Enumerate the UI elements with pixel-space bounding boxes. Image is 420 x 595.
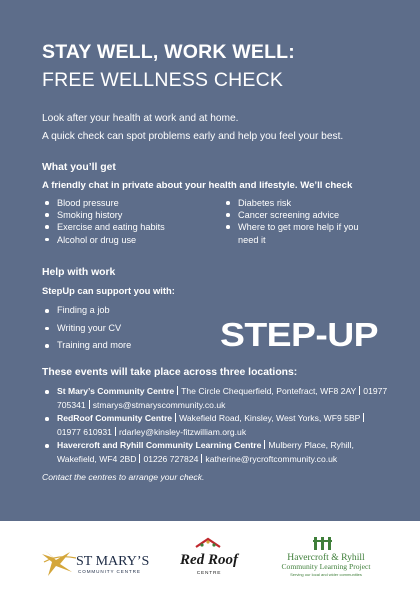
get-subheading: A friendly chat in private about your health and lifestyle. We’ll check: [42, 180, 353, 191]
list-item: Finding a job: [43, 302, 203, 320]
redroof-logo: [176, 537, 242, 579]
havercroft-logo-subtext-1: Community Learning Project: [281, 562, 371, 571]
stmarys-logo-subtext: COMMUNITY CENTRE: [78, 569, 141, 574]
location-name: RedRoof Community Centre: [57, 413, 173, 424]
list-item: Training and more: [43, 337, 203, 355]
list-item: Alcohol or drug use: [43, 234, 213, 246]
location-name: Havercroft and Ryhill Community Learning Centre: [57, 440, 262, 451]
events-heading: These events will take place across three locations:: [42, 367, 298, 378]
locations-list: [43, 385, 388, 467]
location-address: Mulberry Place, Ryhill, Wakefield, WF4 2BD: [57, 440, 354, 464]
intro-line-2: A quick check can spot problems early and help you feel your best.: [42, 131, 344, 142]
intro-line-1: Look after your health at work and at home.: [42, 113, 239, 124]
havercroft-logo: [268, 536, 384, 580]
location-name: St Mary’s Community Centre: [57, 386, 175, 396]
stmarys-logo-text: ST MARY’S: [76, 554, 150, 569]
redroof-logo-subtext: CENTRE: [196, 571, 222, 576]
help-subheading: StepUp can support you with:: [42, 285, 175, 296]
location-phone: 01977 610931: [57, 426, 112, 437]
havercroft-logo-subtext-2: Serving our local and wider communities: [290, 572, 362, 577]
list-item: Diabetes risk: [224, 197, 374, 209]
help-heading: Help with work: [42, 267, 116, 278]
help-list: [43, 302, 203, 355]
location-address: The Circle Chequerfield, Pontefract, WF8 2AY: [181, 386, 357, 396]
stepup-logo: [220, 317, 378, 351]
redroof-logo-text: Red Roof: [180, 552, 238, 568]
location-email: rdarley@kinsley-fitzwilliam.org.uk: [118, 426, 247, 437]
location-address: Wakefield Road, Kinsley, West Yorks, WF9 5BP: [179, 413, 361, 424]
location-phone: 01977 705341: [57, 386, 388, 410]
list-item: Writing your CV: [43, 320, 203, 338]
stepup-logo-text: STEP-UP: [220, 317, 378, 351]
location-item: [43, 439, 388, 466]
stmarys-logo: [42, 540, 154, 580]
location-phone: 01226 727824: [143, 453, 199, 464]
list-item: Blood pressure: [43, 197, 213, 209]
list-item: Cancer screening advice: [224, 209, 374, 221]
intro-text: [42, 110, 392, 146]
checks-list-right: [224, 197, 374, 246]
list-item: Smoking history: [43, 209, 213, 221]
get-heading: What you’ll get: [42, 162, 116, 173]
havercroft-logo-text: Havercroft & Ryhill: [287, 552, 365, 563]
title-line-1: STAY WELL, WORK WELL:: [42, 41, 295, 63]
location-item: [43, 412, 388, 439]
list-item: Where to get more help if you need it: [224, 221, 374, 245]
location-email: stmarys@stmaryscommunity.co.uk: [92, 399, 226, 410]
list-item: Exercise and eating habits: [43, 221, 213, 233]
checks-list-left: [43, 197, 213, 246]
location-item: [43, 385, 388, 412]
contact-note: Contact the centres to arrange your check.: [42, 472, 205, 482]
location-email: katherine@rycroftcommunity.co.uk: [205, 453, 338, 464]
title-line-2: FREE WELLNESS CHECK: [42, 69, 284, 91]
